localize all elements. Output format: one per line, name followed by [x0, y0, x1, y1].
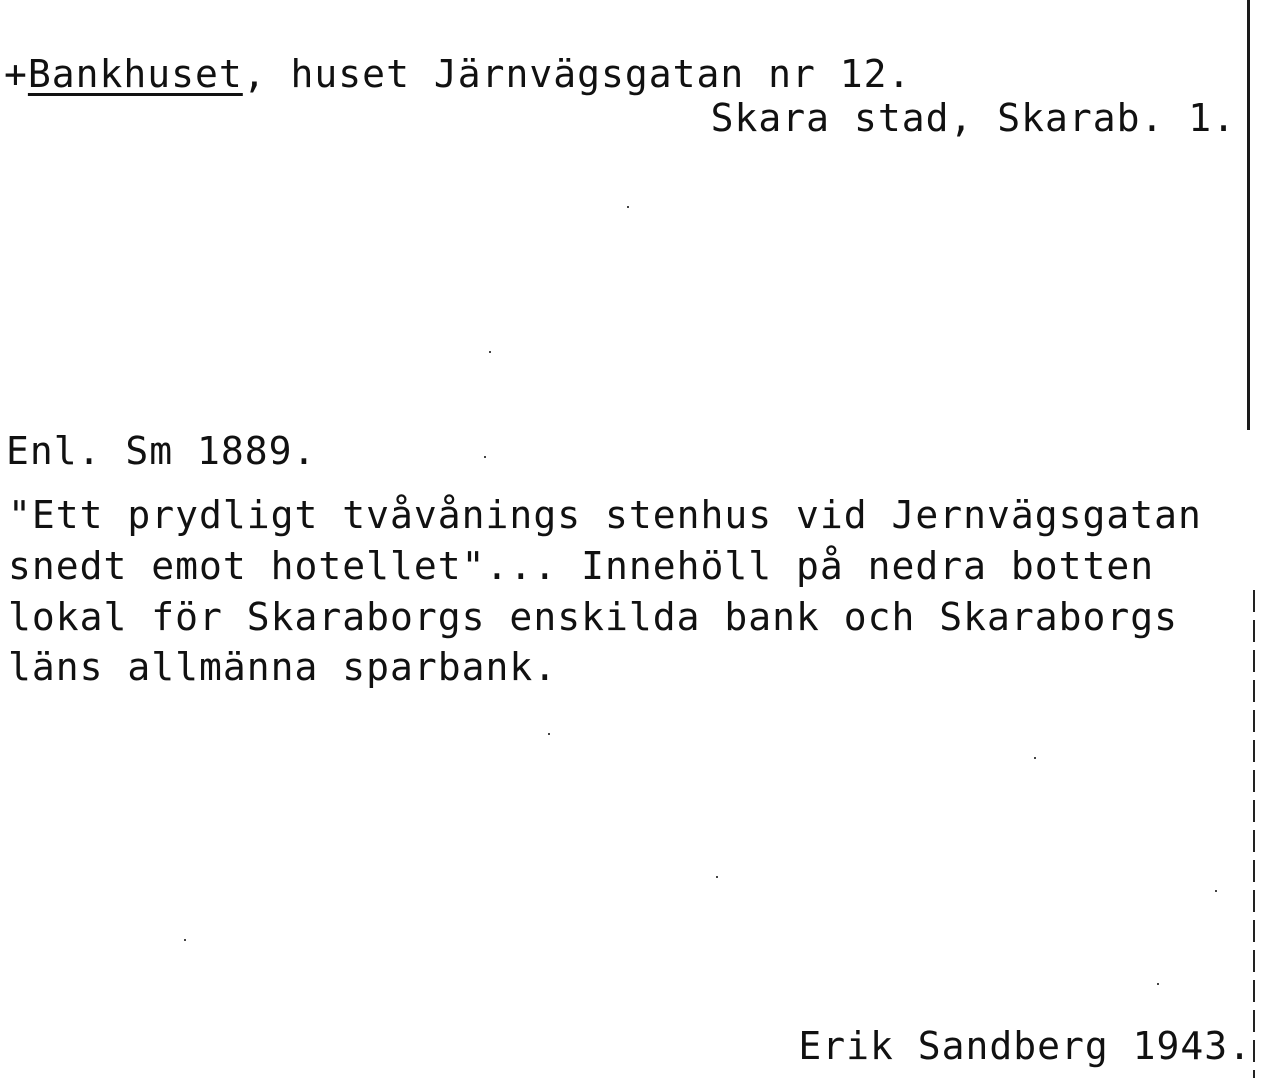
- paper-speck: [1034, 757, 1036, 759]
- description-line-2: snedt emot hotellet"... Innehöll på nedra botten: [8, 544, 1155, 588]
- paper-speck: [484, 456, 486, 458]
- card-edge-line-lower: [1253, 590, 1255, 1078]
- source-reference: Enl. Sm 1889.: [6, 429, 317, 473]
- paper-speck: [627, 206, 629, 208]
- paper-speck: [1157, 983, 1159, 985]
- paper-speck: [716, 876, 718, 878]
- heading-marker: +: [4, 52, 28, 96]
- description-line-3: lokal för Skaraborgs enskilda bank och Skaraborgs: [8, 595, 1179, 639]
- description-line-1: "Ett prydligt tvåvånings stenhus vid Jernvägsgatan: [8, 493, 1202, 537]
- place-line: Skara stad, Skarab. 1.: [710, 96, 1236, 140]
- building-name: Bankhuset: [27, 52, 243, 96]
- paper-speck: [489, 351, 491, 353]
- signature-line: Erik Sandberg 1943.: [798, 1024, 1252, 1068]
- description-line-4: läns allmänna sparbank.: [8, 645, 558, 689]
- card-edge-line: [1247, 0, 1250, 430]
- card-heading: [4, 52, 912, 96]
- paper-speck: [548, 733, 550, 735]
- heading-address: , huset Järnvägsgatan nr 12.: [242, 52, 912, 96]
- paper-speck: [1215, 890, 1217, 892]
- paper-speck: [184, 939, 186, 941]
